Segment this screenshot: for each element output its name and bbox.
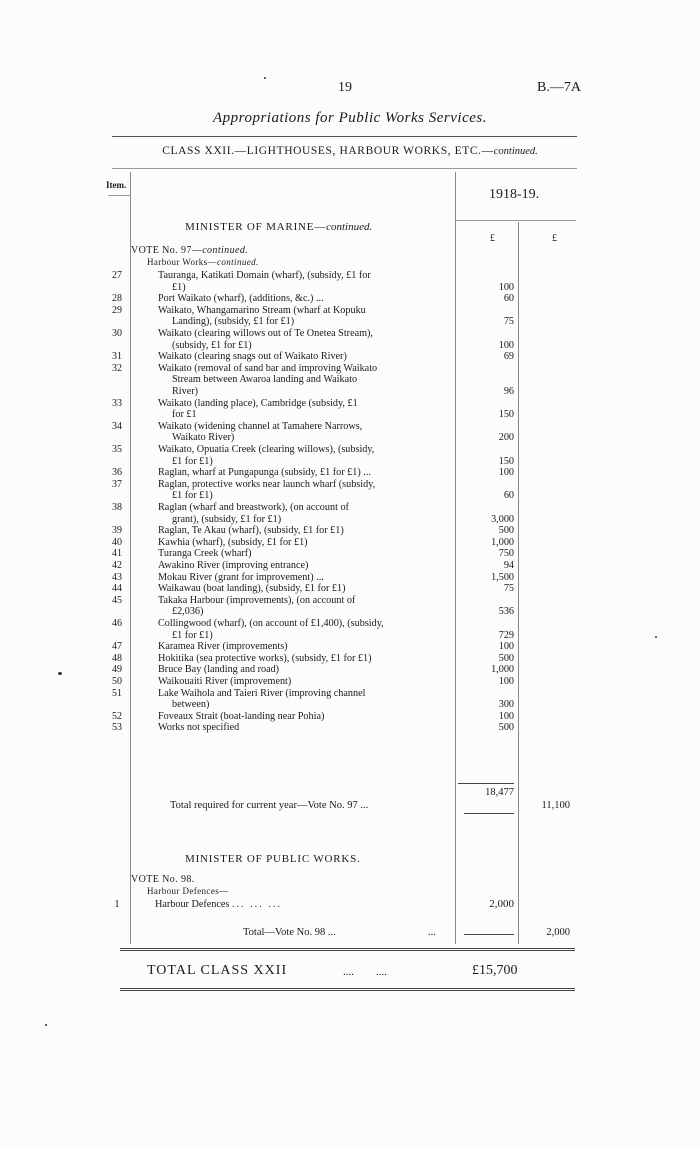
item-amount: 750: [498, 548, 514, 560]
item-description-line: Waikato (landing place), Cambridge (subsidy, £1: [158, 397, 358, 409]
item-description-line: Tauranga, Katikati Domain (wharf), (subsidy, £1 for: [158, 270, 371, 281]
item-description-line: Waikato, Whangamarino Stream (wharf at Kopuku: [158, 304, 366, 316]
item-description-line: Foveaux Strait (boat-landing near Pohia): [158, 710, 325, 722]
item-number: 47: [112, 641, 122, 653]
item-description-line: Waikato (clearing willows out of Te Onetea Stream),: [158, 328, 373, 339]
item-amount: 1,500: [491, 571, 514, 583]
item-description: [158, 641, 450, 653]
harbour-works-suffix: continued.: [216, 257, 259, 267]
item-description-line: Kawhia (wharf), (subsidy, £1 for £1): [158, 536, 308, 548]
item-amount: 150: [498, 409, 514, 421]
item-number: 30: [112, 328, 122, 339]
item-description-line: Lake Waihola and Taieri River (improving channel: [158, 687, 366, 699]
item-amount: 60: [503, 490, 514, 502]
item-number: 41: [112, 548, 122, 560]
item-description: [158, 328, 450, 351]
item-number: 46: [112, 618, 122, 629]
item-header-underline: [108, 195, 130, 196]
vote-97-label: [131, 245, 248, 256]
item-amount: 1,000: [491, 664, 514, 676]
document-reference: B.—7A: [537, 80, 581, 95]
item-number: 29: [112, 304, 122, 316]
class-heading-main: CLASS XXII.—LIGHTHOUSES, HARBOUR WORKS, ETC.—: [162, 145, 494, 157]
item-description-line: Collingwood (wharf), (on account of £1,400), (subsidy,: [158, 618, 384, 629]
marine-heading-suffix: continued.: [326, 221, 373, 233]
item-number: 27: [112, 270, 122, 281]
item-description-continuation: Stream between Awaroa landing and Waikato: [172, 374, 358, 386]
item-amount: 100: [498, 281, 514, 293]
item-description-continuation: £1 for £1): [172, 455, 213, 467]
vote-97-suffix: continued.: [202, 245, 249, 256]
item-description: [158, 595, 450, 618]
item-description-line: Turanga Creek (wharf): [158, 548, 252, 560]
item-description: [158, 502, 450, 525]
vote-98-rule: [464, 934, 514, 935]
item-amount: 2,000: [489, 898, 514, 910]
item-number: 31: [112, 351, 122, 363]
item-amount: 729: [498, 629, 514, 641]
vote-98-total-dots: ...: [428, 927, 436, 938]
grand-total-bottom-rule: [120, 988, 575, 991]
item-description: [158, 305, 450, 328]
class-heading: [0, 145, 700, 157]
item-description-continuation: between): [172, 699, 210, 711]
item-amount: 69: [503, 351, 514, 363]
item-description-continuation: Waikato River): [172, 432, 235, 444]
harbour-works-subhead: [147, 257, 259, 267]
item-description: [158, 363, 450, 398]
item-amount: 500: [498, 525, 514, 537]
year-column-header: 1918-19.: [489, 187, 540, 202]
item-description-line: Waikato (removal of sand bar and improving Waikato: [158, 362, 378, 374]
item-description-continuation: for £1: [172, 409, 197, 421]
item-description: [158, 479, 450, 502]
item-description-continuation: (subsidy, £1 for £1): [172, 339, 252, 351]
item-description: [158, 583, 450, 595]
item-amount: 94: [503, 560, 514, 571]
item-amount: 500: [498, 722, 514, 734]
item-description: [158, 722, 450, 734]
item-description-line: Waikato (widening channel at Tamahere Narrows,: [158, 420, 363, 432]
item-description: [158, 467, 450, 479]
item-number: 48: [112, 652, 122, 664]
item-description-line: Raglan, wharf at Pungapunga (subsidy, £1 for £1) ...: [158, 467, 371, 479]
item-description-line: Waikato, Opuatia Creek (clearing willows), (subsidy,: [158, 444, 375, 455]
item-amount: 75: [503, 583, 514, 595]
vote-98-total-label: Total—Vote No. 98 ...: [243, 927, 336, 938]
item-description: [158, 560, 450, 572]
item-description-continuation: £2,036): [172, 606, 204, 618]
item-number: 38: [112, 502, 122, 513]
item-amount: 60: [503, 293, 514, 305]
item-description-continuation: River): [172, 385, 199, 397]
item-amount: 100: [498, 641, 514, 653]
item-description: [158, 664, 450, 676]
item-amount: 500: [498, 652, 514, 664]
item-description: [158, 351, 450, 363]
pound-sign-right: £: [552, 233, 557, 244]
scan-speck: [45, 1024, 47, 1026]
year-header-rule: [456, 220, 576, 221]
scan-speck: [58, 672, 62, 675]
item-description-line: Raglan (wharf and breastwork), (on account of: [158, 502, 349, 513]
grand-total-dots: .... ....: [343, 966, 387, 978]
harbour-defences-subhead: Harbour Defences—: [147, 886, 229, 896]
item-description-continuation: £1): [172, 281, 186, 293]
item-description-line: Raglan, Te Akau (wharf), (subsidy, £1 for £1): [158, 525, 344, 537]
vote-98-total-amount: 2,000: [546, 927, 570, 938]
item-description: [158, 444, 450, 467]
item-description-text: Harbour Defences: [155, 899, 230, 910]
marine-heading-main: MINISTER OF MARINE—: [185, 221, 327, 233]
item-description: [158, 293, 450, 305]
item-description: [158, 421, 450, 444]
item-number: 44: [112, 583, 122, 595]
item-description: [158, 618, 450, 641]
harbour-works-main: Harbour Works—: [147, 257, 217, 267]
item-description: [158, 688, 450, 711]
item-description: [158, 537, 450, 549]
vote-97-main: VOTE No. 97—: [131, 245, 203, 256]
class-heading-suffix: continued.: [493, 146, 538, 157]
item-amount: 100: [498, 676, 514, 687]
page-number: 19: [338, 80, 352, 95]
item-description-line: Waikawau (boat landing), (subsidy, £1 for £1): [158, 583, 346, 595]
subtotal-rule: [458, 783, 514, 784]
item-number: 34: [112, 420, 122, 432]
item-number: 51: [112, 687, 122, 699]
item-number: 28: [112, 293, 122, 305]
item-description-line: Bruce Bay (landing and road): [158, 664, 280, 676]
item-number: 50: [112, 676, 122, 687]
item-amount: 100: [498, 339, 514, 351]
item-description: [158, 525, 450, 537]
vote-97-total-amount: 11,100: [541, 800, 570, 811]
item-description-line: Waikato (clearing snags out of Waikato River): [158, 351, 347, 363]
item-number: 1: [114, 899, 120, 910]
item-amount: 75: [503, 316, 514, 328]
subtotal-under-rule: [464, 813, 514, 814]
item-description: [158, 270, 450, 293]
item-description-line: Hokitika (sea protective works), (subsidy, £1 for £1): [158, 652, 372, 664]
page-title: Appropriations for Public Works Services.: [213, 110, 487, 126]
item-description-line: Mokau River (grant for improvement) ...: [158, 571, 324, 583]
item-description-line: Works not specified: [158, 722, 240, 734]
item-description: [158, 572, 450, 584]
item-number: 35: [112, 444, 122, 455]
pound-sign-left: £: [490, 233, 495, 244]
item-description-continuation: £1 for £1): [172, 490, 213, 502]
item-description: [158, 676, 450, 688]
item-number: 33: [112, 397, 122, 409]
item-description-line: Karamea River (improvements): [158, 641, 288, 653]
item-number: 40: [112, 536, 122, 548]
item-amount: 200: [498, 432, 514, 444]
item-amount: 100: [498, 467, 514, 479]
grand-total-top-rule: [120, 948, 575, 951]
item-amount: 3,000: [491, 513, 514, 525]
item-description-continuation: Landing), (subsidy, £1 for £1): [172, 316, 295, 328]
item-description-line: Raglan, protective works near launch wharf (subsidy,: [158, 478, 376, 490]
item-amount: 100: [498, 710, 514, 722]
item-amount: 96: [503, 385, 514, 397]
item-number: 49: [112, 664, 122, 676]
vote-98-label: VOTE No. 98.: [131, 874, 195, 885]
leader-dots: ... ... ...: [231, 899, 282, 910]
marine-subtotal: 18,477: [485, 787, 514, 798]
item-description: [158, 398, 450, 421]
vote-97-total-label: Total required for current year—Vote No. 97 ...: [170, 800, 369, 811]
title-rule: [112, 136, 577, 137]
item-description-line: Waikouaiti River (improvement): [158, 676, 292, 687]
item-amount: 536: [498, 606, 514, 618]
public-works-heading: MINISTER OF PUBLIC WORKS.: [185, 853, 361, 865]
marine-heading: [185, 221, 372, 233]
item-number: 53: [112, 722, 122, 734]
item-column-divider: [130, 172, 131, 944]
item-number: 37: [112, 478, 122, 490]
item-description: [158, 711, 450, 723]
grand-total-label: TOTAL CLASS XXII: [147, 963, 288, 978]
item-number: 52: [112, 710, 122, 722]
amount-column-divider: [455, 172, 456, 944]
item-number: 45: [112, 594, 122, 606]
item-number: 32: [112, 362, 122, 374]
item-column-header: Item.: [106, 180, 127, 190]
item-description: [155, 899, 447, 911]
item-description-continuation: £1 for £1): [172, 629, 213, 641]
scan-speck: [655, 636, 657, 638]
item-number: 36: [112, 467, 122, 479]
item-description: [158, 653, 450, 665]
item-description-line: Port Waikato (wharf), (additions, &c.) ...: [158, 293, 324, 305]
item-description: [158, 548, 450, 560]
item-amount: 1,000: [491, 536, 514, 548]
item-amount: 300: [498, 699, 514, 711]
item-description-continuation: grant), (subsidy, £1 for £1): [172, 513, 282, 525]
item-description-line: Awakino River (improving entrance): [158, 560, 309, 571]
class-rule: [112, 168, 577, 169]
item-number: 43: [112, 571, 122, 583]
scan-speck: [264, 77, 266, 79]
item-number: 39: [112, 525, 122, 537]
item-description-line: Takaka Harbour (improvements), (on account of: [158, 594, 356, 606]
grand-total-amount: £15,700: [472, 963, 518, 978]
item-amount: 150: [498, 455, 514, 467]
total-column-divider: [518, 222, 519, 944]
item-number: 42: [112, 560, 122, 571]
